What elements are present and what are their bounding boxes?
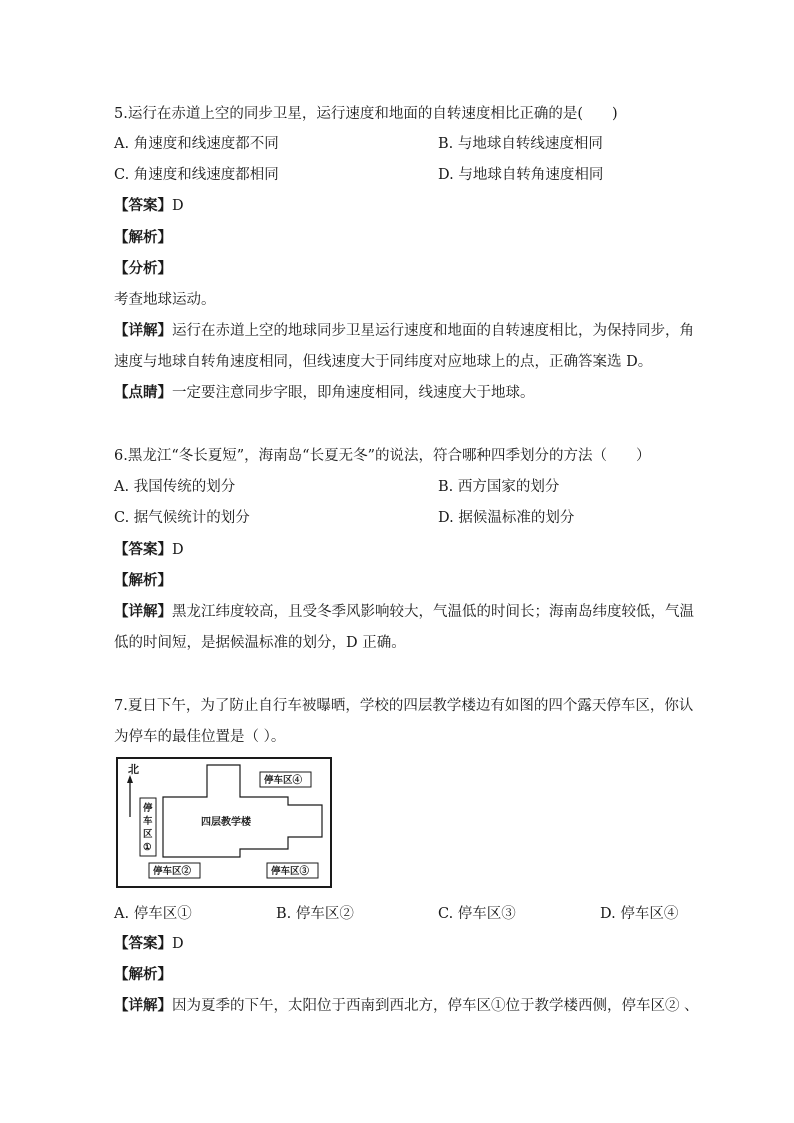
- q6-option-d: D. 据候温标准的划分: [438, 510, 575, 526]
- q5-option-b: B. 与地球自转线速度相同: [438, 136, 603, 152]
- q6-answer: [114, 540, 184, 560]
- answer-value: D: [172, 542, 184, 558]
- q5-answer: [114, 196, 184, 216]
- zone-1-char-4: ①: [143, 842, 152, 853]
- detail-text: 运行在赤道上空的地球同步卫星运行速度和地面的自转速度相比，为保持同步，角: [172, 323, 694, 339]
- q7-detail-line1: [114, 996, 699, 1016]
- q5-fenxi-tag: 【分析】: [114, 260, 172, 277]
- q7-answer: [114, 934, 184, 954]
- q7-stem-line1: 7.夏日下午，为了防止自行车被曝晒，学校的四层教学楼边有如图的四个露天停车区，你认: [114, 698, 694, 714]
- q5-fenxi-text: 考查地球运动。: [114, 292, 216, 308]
- answer-tag: 【答案】: [114, 197, 172, 214]
- q6-option-b: B. 西方国家的划分: [438, 479, 560, 495]
- q6-option-c: C. 据气候统计的划分: [114, 510, 250, 526]
- q6-detail-line2: 低的时间短，是据候温标准的划分，D 正确。: [114, 635, 406, 651]
- zone-1-char-2: 车: [143, 816, 153, 827]
- building-label: 四层教学楼: [201, 817, 251, 828]
- detail-tag: 【详解】: [114, 603, 172, 620]
- answer-value: D: [172, 198, 184, 214]
- q7-stem-line2: 为停车的最佳位置是（ ）。: [114, 729, 286, 745]
- zone-1-char-1: 停: [143, 803, 153, 814]
- answer-tag: 【答案】: [114, 541, 172, 558]
- zone-4-label: 停车区④: [264, 775, 303, 786]
- detail-tag: 【详解】: [114, 322, 172, 339]
- detail-text: 黑龙江纬度较高，且受冬季风影响较大，气温低的时间长；海南岛纬度较低，气温: [172, 604, 694, 620]
- q5-option-a: A. 角速度和线速度都不同: [114, 136, 279, 152]
- q7-option-d: D. 停车区④: [600, 906, 679, 922]
- q7-option-b: B. 停车区②: [276, 906, 354, 922]
- q6-analysis-tag: 【解析】: [114, 572, 172, 589]
- q5-detail-line1: [114, 321, 694, 341]
- q5-detail-line2: 速度与地球自转角速度相同，但线速度大于同纬度对应地球上的点，正确答案选 D。: [114, 354, 653, 370]
- q5-analysis-tag: 【解析】: [114, 229, 172, 246]
- dianjing-tag: 【点睛】: [114, 384, 172, 401]
- q6-stem: 6.黑龙江“冬长夏短”，海南岛“长夏无冬”的说法，符合哪种四季划分的方法（ ）: [114, 448, 651, 464]
- detail-text: 因为夏季的下午，太阳位于西南到西北方，停车区①位于教学楼西侧，停车区② 、: [172, 998, 699, 1014]
- zone-3-label: 停车区③: [271, 866, 310, 877]
- parking-diagram: [116, 757, 332, 888]
- zone-2-label: 停车区②: [153, 866, 192, 877]
- q6-detail-line1: [114, 602, 694, 622]
- zone-1-char-3: 区: [143, 829, 153, 840]
- answer-tag: 【答案】: [114, 935, 172, 952]
- dianjing-text: 一定要注意同步字眼，即角速度相同，线速度大于地球。: [172, 385, 535, 401]
- q6-option-a: A. 我国传统的划分: [114, 479, 236, 495]
- q7-option-a: A. 停车区①: [114, 906, 192, 922]
- q7-analysis-tag: 【解析】: [114, 966, 172, 983]
- q5-option-d: D. 与地球自转角速度相同: [438, 167, 604, 183]
- q5-option-c: C. 角速度和线速度都相同: [114, 167, 279, 183]
- detail-tag: 【详解】: [114, 997, 172, 1014]
- north-label: 北: [128, 763, 139, 776]
- answer-value: D: [172, 936, 184, 952]
- q5-dianjing: [114, 383, 535, 403]
- q7-option-c: C. 停车区③: [438, 906, 516, 922]
- q5-stem: 5.运行在赤道上空的同步卫星，运行速度和地面的自转速度相比正确的是( ): [114, 106, 618, 122]
